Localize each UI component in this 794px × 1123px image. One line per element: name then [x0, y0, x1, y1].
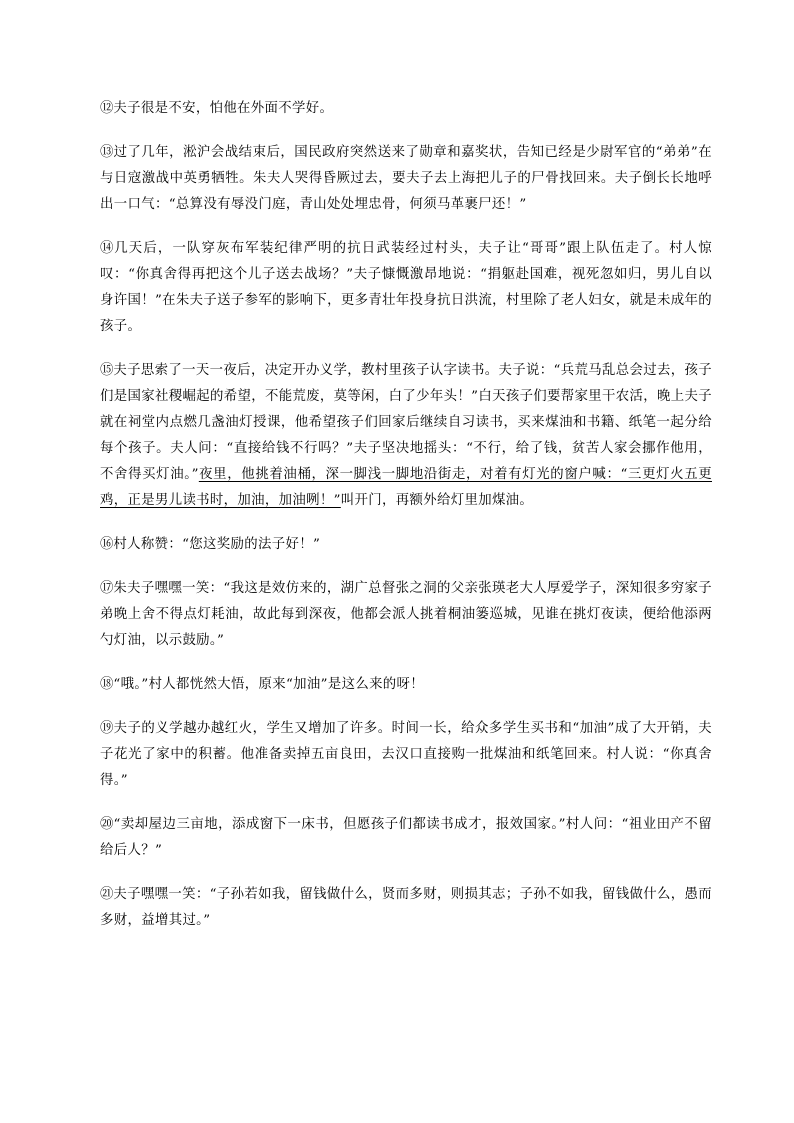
- paragraph-text-continued: 叫开门，再额外给灯里加煤油。: [340, 493, 534, 508]
- paragraph-text: “哦。”村人都恍然大悟，原来“加油”是这么来的呀！: [113, 677, 425, 692]
- paragraph-text: 夫子的义学越办越红火，学生又增加了许多。时间一长，给众多学生买书和“加油”成了大开销，夫子花光了家中的积蓄。他准备卖掉五亩良田，去汉口直接购一批煤油和纸笔回来。村人说：“你真舍得。”: [100, 721, 713, 788]
- paragraph-14: [100, 236, 712, 340]
- paragraph-text: “卖却屋边三亩地，添成窗下一床书，但愿孩子们都读书成才，报效国家。”村人问：“祖业田产不留给后人？”: [100, 817, 712, 858]
- paragraph-20: [100, 812, 712, 864]
- paragraph-text: 夫子嘿嘿一笑：“子孙若如我，留钱做什么，贤而多财，则损其志；子孙不如我，留钱做什么，愚而多财，益增其过。”: [100, 887, 712, 928]
- paragraph-21: [100, 882, 712, 934]
- paragraph-12: [100, 96, 712, 122]
- paragraph-text: 村人称赞：“您这奖励的法子好！”: [113, 537, 321, 552]
- paragraph-number: ⑱: [100, 677, 114, 692]
- paragraph-text: 夫子很是不安，怕他在外面不学好。: [113, 101, 334, 116]
- paragraph-text: 夫子思索了一天一夜后，决定开办义学，教村里孩子认字读书。夫子说：“兵荒马乱总会过去，孩子们是国家社稷崛起的希望，不能荒废，莫等闲，白了少年头！”白天孩子们要帮家里干农活，晚上夫子就在祠堂内点燃几盏油灯授课，他希望孩子们回家后继续自习读书，买来煤油和书籍、纸笔一起分给每个孩子。夫人问：“直接给钱不行吗？”夫子坚决地摇头：“不行，给了钱，贫苦人家会挪作他用，不舍得买灯油。”: [100, 363, 712, 482]
- paragraph-number: ⑬: [100, 145, 114, 160]
- document-page: [100, 96, 712, 934]
- paragraph-18: [100, 672, 712, 698]
- underlined-passage: 夜里，他挑着油桶，深一脚浅一脚地沿街走，对着有灯光的窗户喊：“三更灯火五更鸡，正是男儿读书时，加油，加油咧！”: [100, 467, 712, 508]
- paragraph-number: ⑫: [100, 101, 114, 116]
- paragraph-16: [100, 532, 712, 558]
- paragraph-text: 过了几年，淞沪会战结束后，国民政府突然送来了勋章和嘉奖状，告知已经是少尉军官的“弟弟”在与日寇激战中英勇牺牲。朱夫人哭得昏厥过去，要夫子去上海把儿子的尸骨找回来。夫子倒长长地呼出一口气：“总算没有辱没门庭，青山处处埋忠骨，何须马革裹尸还！”: [100, 145, 713, 212]
- paragraph-number: ⑭: [100, 241, 115, 256]
- paragraph-13: [100, 140, 712, 218]
- paragraph-19: [100, 716, 712, 794]
- paragraph-number: ⑮: [100, 363, 114, 378]
- paragraph-number: ㉑: [100, 887, 114, 902]
- paragraph-number: ⑳: [100, 817, 114, 832]
- paragraph-number: ⑲: [100, 721, 114, 736]
- paragraph-number: ⑰: [100, 581, 114, 596]
- paragraph-text: 朱夫子嘿嘿一笑：“我这是效仿来的，湖广总督张之洞的父亲张瑛老大人厚爱学子，深知很多穷家子弟晚上舍不得点灯耗油，故此每到深夜，他都会派人挑着桐油篓巡城，见谁在挑灯夜读，便给他添两勺灯油，以示鼓励。”: [100, 581, 712, 648]
- paragraph-text: 几天后，一队穿灰布军装纪律严明的抗日武装经过村头，夫子让“哥哥”跟上队伍走了。村人惊叹：“你真舍得再把这个儿子送去战场？”夫子慷慨激昂地说：“捐躯赴国难，视死忽如归，男儿自以身许国！”在朱夫子送子参军的影响下，更多青壮年投身抗日洪流，村里除了老人妇女，就是未成年的孩子。: [100, 241, 713, 334]
- paragraph-number: ⑯: [100, 537, 114, 552]
- paragraph-17: [100, 576, 712, 654]
- paragraph-15: [100, 358, 712, 514]
